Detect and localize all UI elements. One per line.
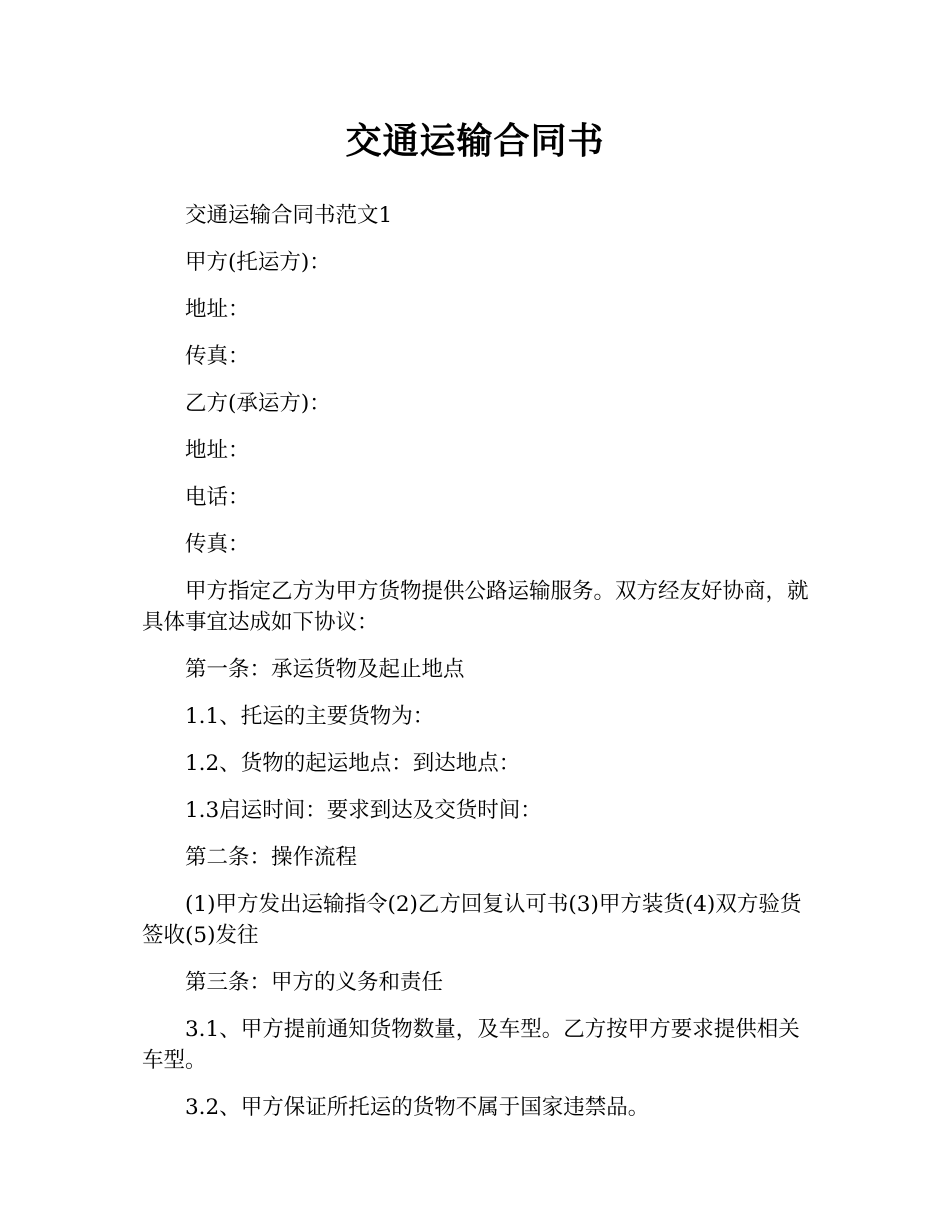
clause-3-1: 3.1、甲方提前通知货物数量，及车型。乙方按甲方要求提供相关车型。 bbox=[142, 1017, 800, 1073]
clause-3-2: 3.2、甲方保证所托运的货物不属于国家违禁品。 bbox=[185, 1095, 650, 1120]
agreement-intro: 甲方指定乙方为甲方货物提供公路运输服务。双方经友好协商，就具体事宜达成如下协议： bbox=[142, 579, 809, 635]
paragraph-heading: 交通运输合同书范文1 bbox=[185, 203, 393, 228]
party-b-phone: 电话： bbox=[185, 485, 250, 510]
party-a-label: 甲方(托运方)： bbox=[185, 250, 331, 275]
article-3-heading: 第三条：甲方的义务和责任 bbox=[185, 970, 444, 995]
party-b-label: 乙方(承运方)： bbox=[185, 391, 331, 416]
party-a-address: 地址： bbox=[185, 297, 250, 322]
document-title: 交通运输合同书 bbox=[345, 121, 605, 162]
clause-1-2: 1.2、货物的起运地点：到达地点： bbox=[185, 751, 521, 776]
party-b-address: 地址： bbox=[185, 438, 250, 463]
article-2-heading: 第二条：操作流程 bbox=[185, 845, 358, 870]
document-body bbox=[142, 200, 810, 1139]
clause-1-3: 1.3启运时间：要求到达及交货时间： bbox=[185, 798, 542, 823]
party-b-fax: 传真： bbox=[185, 532, 250, 557]
process-steps: (1)甲方发出运输指令(2)乙方回复认可书(3)甲方装货(4)双方验货签收(5)发往 bbox=[142, 892, 802, 948]
article-1-heading: 第一条：承运货物及起止地点 bbox=[185, 657, 465, 682]
clause-1-1: 1.1、托运的主要货物为： bbox=[185, 704, 435, 729]
party-a-fax: 传真： bbox=[185, 344, 250, 369]
